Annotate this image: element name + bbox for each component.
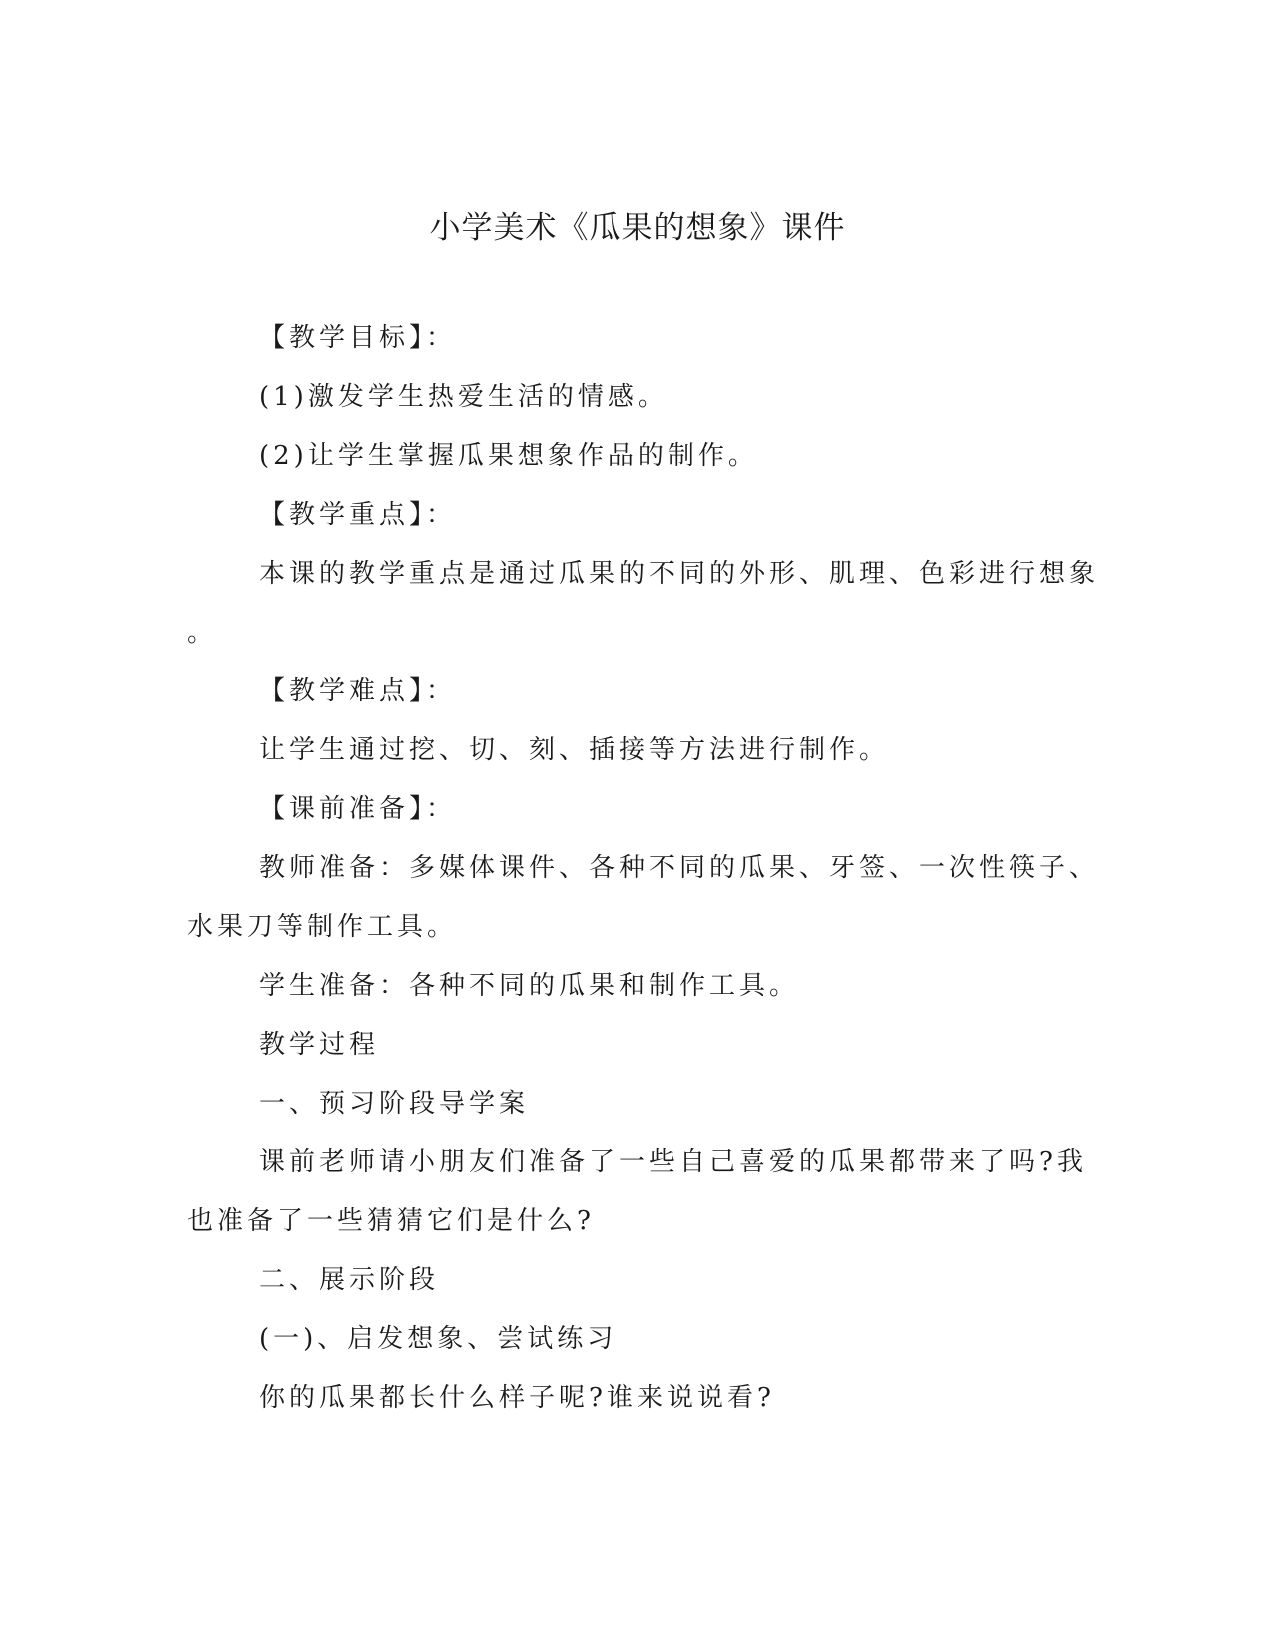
subsection-1-paragraph: 你的瓜果都长什么样子呢?谁来说说看?: [259, 1383, 775, 1413]
heading-teaching-process: 教学过程: [259, 1030, 380, 1060]
student-prep: 学生准备：各种不同的瓜果和制作工具。: [259, 971, 800, 1001]
focus-paragraph-line-2: 。: [187, 618, 218, 648]
teacher-prep-line-1: 教师准备：多媒体课件、各种不同的瓜果、牙签、一次性筷子、: [259, 853, 1100, 883]
heading-teaching-focus: 【教学重点】：: [259, 500, 457, 530]
teacher-prep-line-2: 水果刀等制作工具。: [187, 912, 458, 942]
goal-item-2: (2)让学生掌握瓜果想象作品的制作。: [259, 441, 758, 471]
subsection-1-heading: (一)、启发想象、尝试练习: [259, 1324, 618, 1354]
section-1-paragraph-line-2: 也准备了一些猜猜它们是什么?: [187, 1206, 595, 1236]
heading-teaching-difficulty: 【教学难点】：: [259, 676, 457, 706]
difficulty-paragraph: 让学生通过挖、切、刻、插接等方法进行制作。: [259, 735, 890, 765]
goal-item-1: (1)激发学生热爱生活的情感。: [259, 382, 668, 412]
section-1-paragraph-line-1: 课前老师请小朋友们准备了一些自己喜爱的瓜果都带来了吗?我: [259, 1147, 1087, 1177]
section-2-heading: 二、展示阶段: [259, 1265, 440, 1295]
document-title: 小学美术《瓜果的想象》课件: [429, 210, 846, 246]
focus-paragraph-line-1: 本课的教学重点是通过瓜果的不同的外形、肌理、色彩进行想象: [259, 559, 1100, 589]
heading-preparation: 【课前准备】：: [259, 794, 457, 824]
section-1-heading: 一、预习阶段导学案: [259, 1089, 530, 1119]
heading-teaching-goals: 【教学目标】：: [259, 323, 457, 353]
